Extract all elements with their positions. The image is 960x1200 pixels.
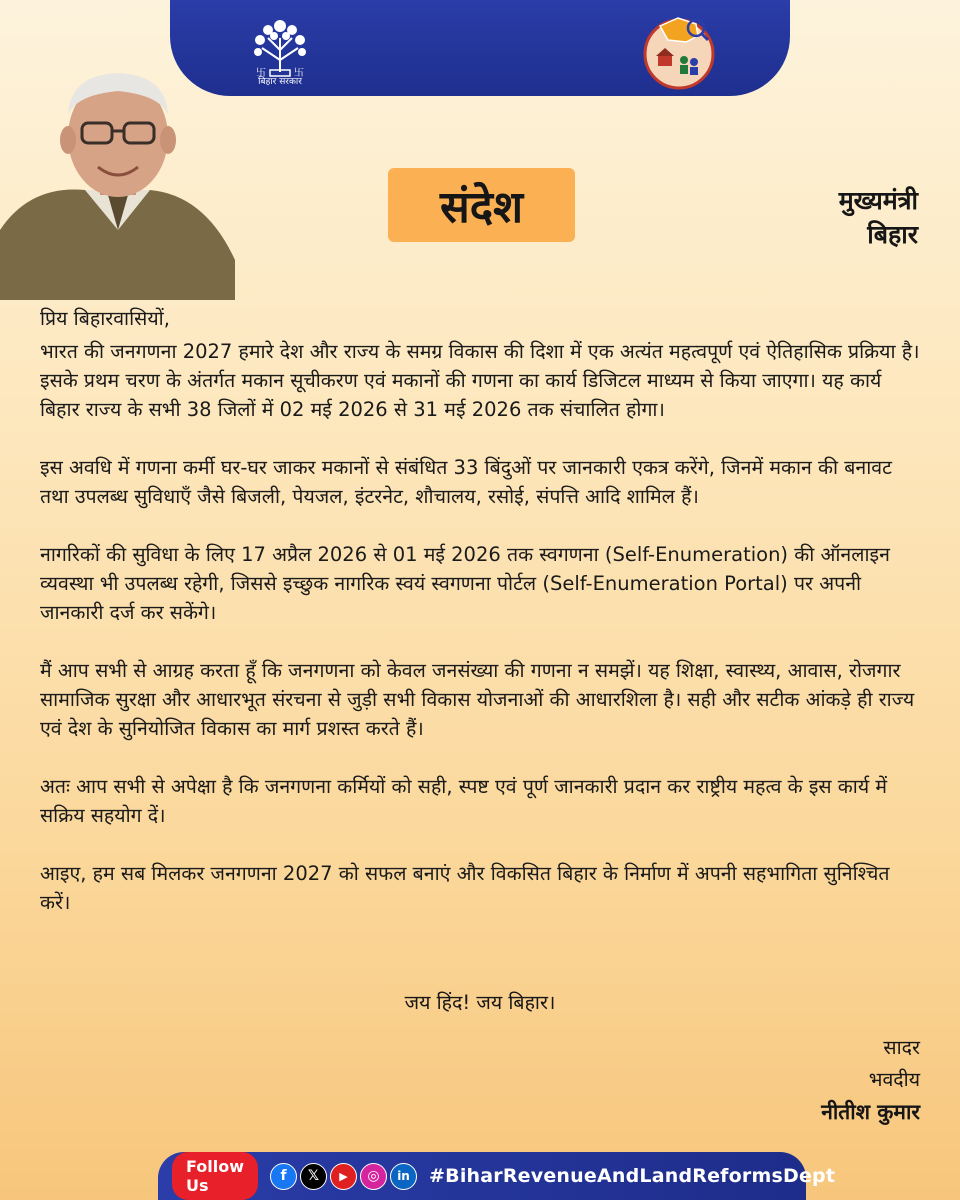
census-logo-icon: [638, 8, 720, 92]
follow-us-button[interactable]: Follow Us: [172, 1152, 258, 1200]
emblem-caption: बिहार सरकार: [258, 77, 302, 87]
linkedin-icon[interactable]: in: [390, 1163, 417, 1190]
designation-state: बिहार: [867, 220, 918, 249]
message-paragraph-4: मैं आप सभी से आग्रह करता हूँ कि जनगणना को केवल जनसंख्या की गणना न समझें। यह शिक्षा, स्वास्थ्य, आवास, रोजगार सामाजिक सुरक्षा और आधारभूत संरचना से जुड़ी सभी विकास योजनाओं की आधारशिला है। सही और सटीक आंकड़े ही राज्य एवं देश के सुनियोजित विकास का मार्ग प्रशस्त करते हैं।: [40, 659, 915, 740]
x-twitter-icon[interactable]: 𝕏: [300, 1163, 327, 1190]
message-paragraph-3: नागरिकों की सुविधा के लिए 17 अप्रैल 2026 से 01 मई 2026 तक स्वगणना (Self-Enumeration) की ऑनलाइन व्यवस्था भी उपलब्ध रहेगी, जिससे इच्छुक नागरिक स्वयं स्वगणना पोर्टल (Self-Enumeration Portal) पर अपनी जानकारी दर्ज कर सकेंगे।: [40, 543, 890, 624]
footer-bar: [158, 1152, 836, 1200]
chief-minister-portrait: [0, 55, 235, 300]
designation-title: मुख्यमंत्री: [838, 186, 918, 215]
instagram-icon[interactable]: ◎: [360, 1163, 387, 1190]
signatory-name: नीतीश कुमार: [821, 1100, 920, 1124]
message-paragraph-5: अतः आप सभी से अपेक्षा है कि जनगणना कर्मियों को सही, स्पष्ट एवं पूर्ण जानकारी प्रदान कर राष्ट्रीय महत्व के इस कार्य में सक्रिय सहयोग दें।: [40, 775, 887, 827]
slogan: [0, 988, 960, 1017]
message-body: [40, 304, 925, 917]
message-paragraph-2: इस अवधि में गणना कर्मी घर-घर जाकर मकानों से संबंधित 33 बिंदुओं पर जानकारी एकत्र करेंगे, जिनमें मकान की बनावट तथा उपलब्ध सुविधाएँ जैसे बिजली, पेयजल, इंटरनेट, शौचालय, रसोई, संपत्ति आदि शामिल हैं।: [40, 456, 892, 508]
message-paragraph-1: भारत की जनगणना 2027 हमारे देश और राज्य के समग्र विकास की दिशा में एक अत्यंत महत्वपूर्ण एवं ऐतिहासिक प्रक्रिया है। इसके प्रथम चरण के अंतर्गत मकान सूचीकरण एवं मकानों की गणना का कार्य डिजिटल माध्यम से किया जाएगा। यह कार्य बिहार राज्य के सभी 38 जिलों में 02 मई 2026 से 31 मई 2026 तक संचालित होगा।: [40, 340, 920, 421]
page-title: संदेश: [388, 168, 575, 242]
hashtag[interactable]: #BiharRevenueAndLandReformsDept: [429, 1165, 836, 1187]
youtube-icon[interactable]: ▶: [330, 1163, 357, 1190]
social-links: [270, 1163, 417, 1190]
designation: [839, 184, 918, 252]
salutation: प्रिय बिहारवासियों,: [40, 307, 170, 330]
signature-block: [821, 1032, 920, 1128]
svg-text:卐: 卐: [294, 68, 304, 79]
regards: सादर: [883, 1036, 920, 1059]
facebook-icon[interactable]: f: [270, 1163, 297, 1190]
yours: भवदीय: [868, 1068, 920, 1091]
message-paragraph-6: आइए, हम सब मिलकर जनगणना 2027 को सफल बनाएं और विकसित बिहार के निर्माण में अपनी सहभागिता सुनिश्चित करें।: [40, 862, 890, 914]
slogan-text: जय हिंद! जय बिहार।: [404, 991, 556, 1014]
svg-text:卐: 卐: [256, 68, 266, 79]
